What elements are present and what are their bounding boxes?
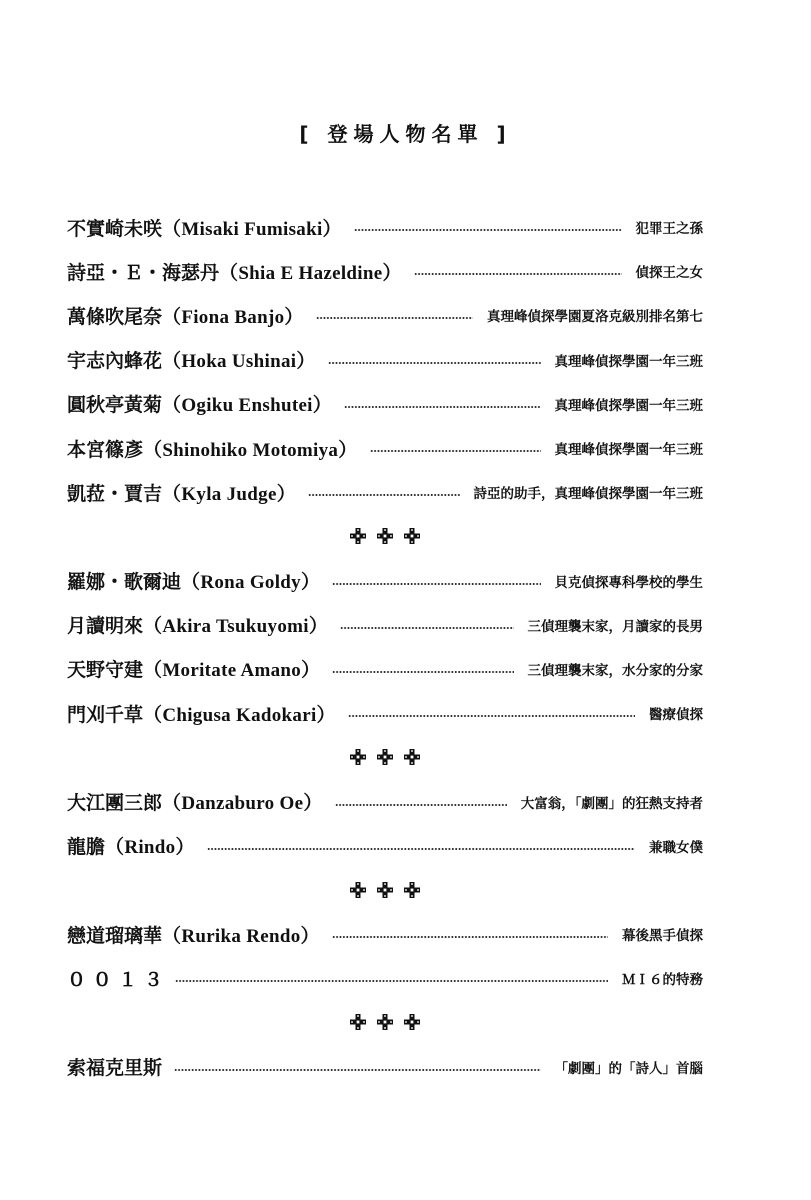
character-role: 兼職女僕 [649, 839, 703, 856]
character-role: 「劇團」的「詩人」首腦 [554, 1060, 703, 1077]
character-romanized-name: （Fiona Banjo） [162, 306, 304, 328]
dot-leader [335, 804, 507, 806]
character-entry [67, 603, 703, 647]
ornament-icon [350, 749, 366, 765]
dot-leader [175, 980, 608, 982]
character-entry [67, 382, 703, 426]
dot-leader [344, 406, 540, 408]
character-romanized-name: （Misaki Fumisaki） [162, 218, 342, 240]
character-role: 三偵理襲末家，水分家的分家 [527, 662, 703, 679]
dot-leader [328, 362, 541, 364]
dot-leader [370, 450, 541, 452]
page-title: [ 登場人物名單 ] [299, 122, 512, 146]
character-romanized-name: （Danzaburo Oe） [162, 793, 323, 815]
character-name: 不實崎未咲 [67, 217, 163, 240]
character-romanized-name: （Moritate Amano） [143, 660, 321, 682]
character-name: 圓秋亭黃菊 [67, 394, 163, 417]
character-romanized-name: （Shia E Hazeldine） [219, 262, 402, 284]
character-name: 天野守建 [67, 659, 144, 682]
character-entry [67, 426, 703, 470]
character-romanized-name: （Chigusa Kadokari） [143, 704, 336, 726]
character-romanized-name: （Akira Tsukuyomi） [143, 616, 329, 638]
character-entry [67, 824, 703, 868]
character-entry [67, 779, 703, 823]
dot-leader [340, 627, 513, 629]
character-name: 月讀明來 [67, 615, 144, 638]
character-entry [67, 912, 703, 956]
character-entry [67, 559, 703, 603]
character-name: 萬條吹尾奈 [67, 305, 163, 328]
character-role: 貝克偵探專科學校的學生 [554, 574, 703, 591]
character-name: 大江團三郎 [67, 792, 163, 815]
character-romanized-name: （Ogiku Enshutei） [162, 395, 333, 417]
character-romanized-name: （Shinohiko Motomiya） [143, 439, 358, 461]
dot-leader [316, 317, 473, 319]
dot-leader [332, 936, 608, 938]
ornament-icon [377, 1014, 393, 1030]
character-entry [67, 1045, 703, 1089]
character-name: 宇志內蜂花 [67, 350, 163, 373]
character-name: 羅娜・歌爾迪 [67, 571, 182, 594]
dot-leader [332, 583, 540, 585]
character-romanized-name: （Hoka Ushinai） [162, 351, 316, 373]
character-role: 真理峰偵探學園夏洛克級別排名第七 [487, 309, 703, 326]
dot-leader [354, 229, 622, 231]
character-romanized-name: （Rona Goldy） [181, 572, 321, 594]
character-name: 本宮篠彥 [67, 438, 144, 461]
ornament-icon [404, 749, 420, 765]
dot-leader [308, 494, 460, 496]
section-separator [67, 1000, 703, 1044]
dot-leader [348, 715, 635, 717]
character-romanized-name: （Rurika Rendo） [162, 925, 320, 947]
character-romanized-name: （Rindo） [105, 837, 195, 859]
character-role: 三偵理襲末家，月讀家的長男 [527, 618, 703, 635]
character-entry [67, 293, 703, 337]
ornament-icon [404, 882, 420, 898]
character-role: 偵探王之女 [635, 265, 703, 282]
section-separator [67, 868, 703, 912]
character-entry [67, 249, 703, 293]
dot-leader [174, 1069, 540, 1071]
character-name: 索福克里斯 [67, 1057, 163, 1080]
character-role: ＭＩ６的特務 [622, 972, 703, 989]
character-role: 真理峰偵探學園一年三班 [554, 397, 703, 414]
character-entry [67, 647, 703, 691]
character-entry [67, 956, 703, 1000]
ornament-icon [350, 1014, 366, 1030]
ornament-icon [350, 528, 366, 544]
dot-leader [414, 273, 622, 275]
character-role: 犯罪王之孫 [635, 221, 703, 238]
character-name: 凱菈・賈吉 [67, 482, 163, 505]
ornament-icon [377, 749, 393, 765]
section-separator [67, 735, 703, 779]
ornament-icon [377, 528, 393, 544]
character-entry [67, 338, 703, 382]
character-role: 真理峰偵探學園一年三班 [554, 353, 703, 370]
character-role: 醫療偵探 [649, 707, 703, 724]
character-name: 戀道瑠璃華 [67, 924, 163, 947]
ornament-icon [404, 528, 420, 544]
character-romanized-name: （Kyla Judge） [162, 483, 296, 505]
character-role: 詩亞的助手，真理峰偵探學園一年三班 [473, 486, 703, 503]
dot-leader [332, 671, 513, 673]
character-entry [67, 205, 703, 249]
character-name: 門刈千草 [67, 703, 144, 726]
ornament-icon [404, 1014, 420, 1030]
character-entry [67, 691, 703, 735]
character-entry [67, 470, 703, 514]
character-role: 幕後黑手偵探 [622, 928, 703, 945]
character-name: 詩亞・Ｅ・海瑟丹 [67, 261, 220, 284]
ornament-icon [377, 882, 393, 898]
dot-leader [207, 848, 635, 850]
character-list [67, 205, 703, 1089]
section-separator [67, 514, 703, 558]
ornament-icon [350, 882, 366, 898]
character-role: 真理峰偵探學園一年三班 [554, 442, 703, 459]
character-name: ０ ０ １ ３ [67, 968, 163, 991]
character-name: 龍膽 [67, 836, 106, 859]
character-role: 大富翁，「劇團」的狂熱支持者 [520, 795, 703, 812]
